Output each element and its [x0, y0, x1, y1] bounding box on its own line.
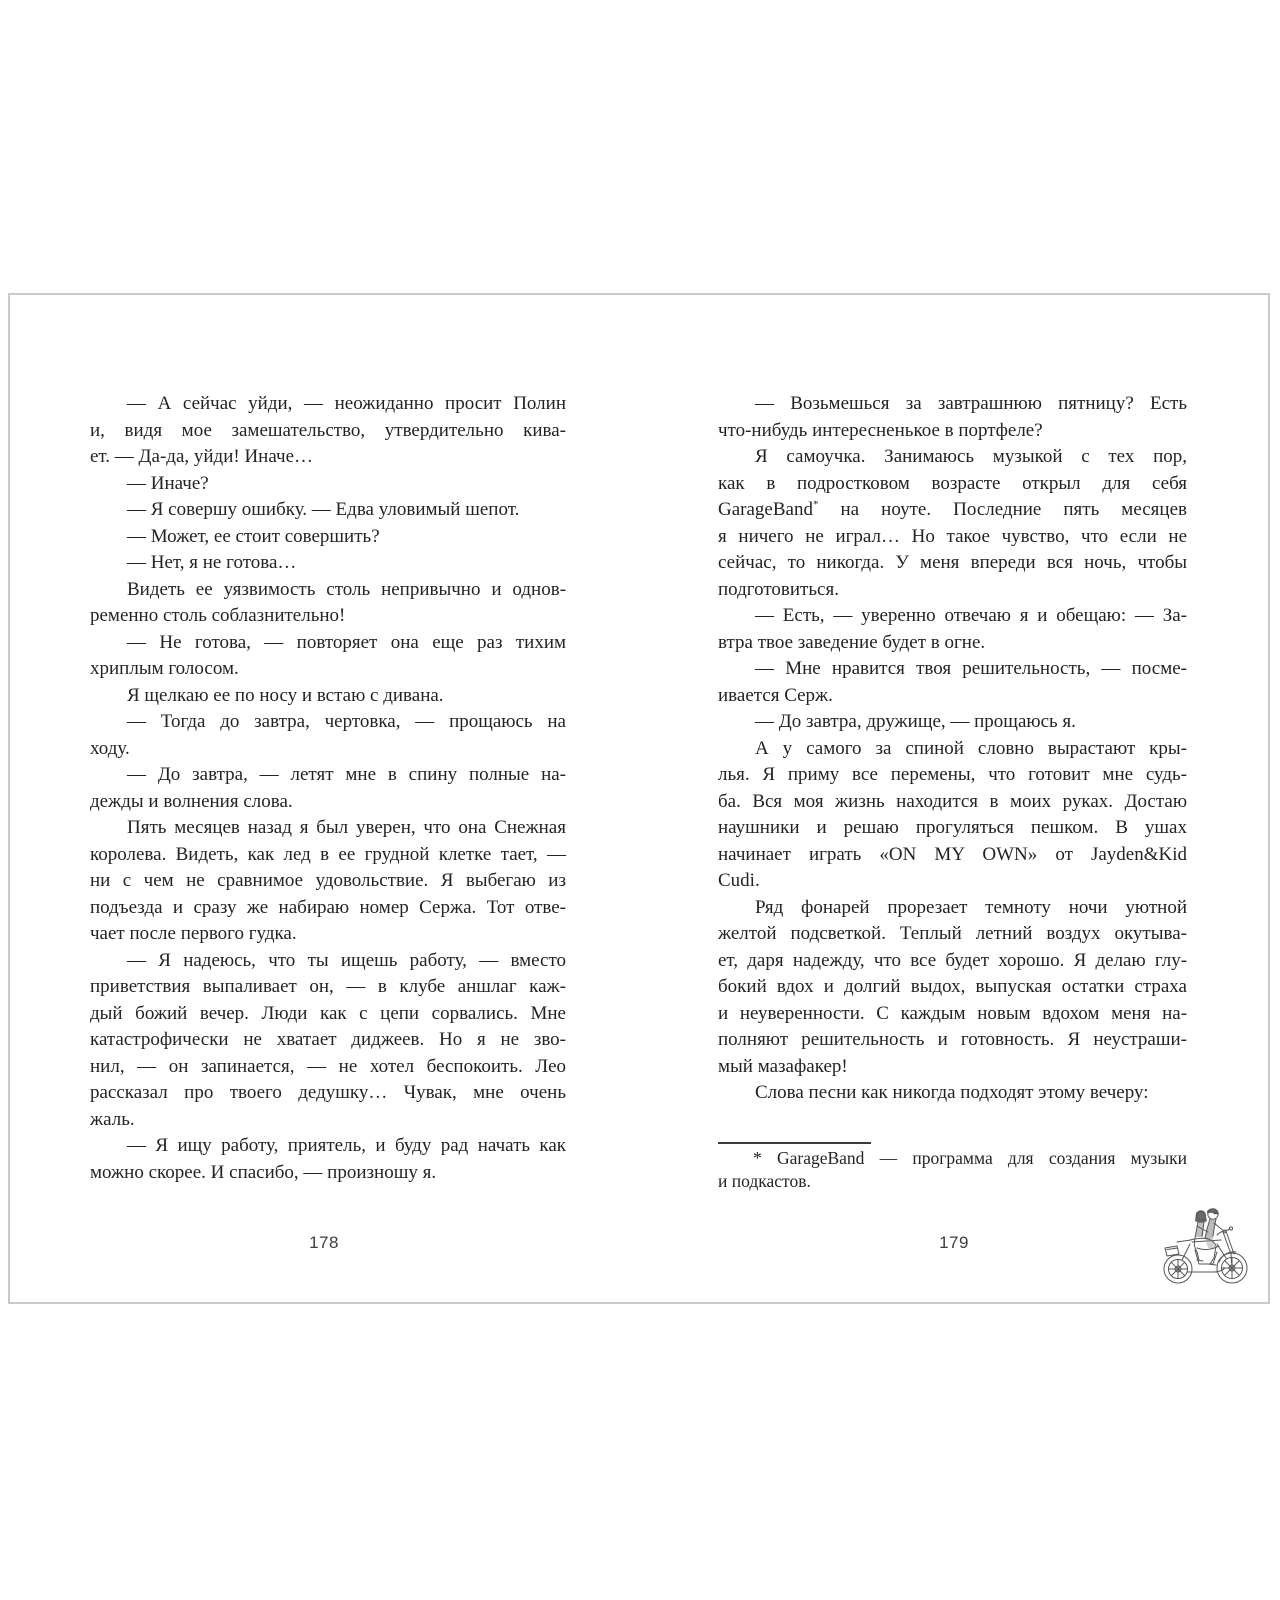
text-line: ба. Вся моя жизнь находится в моих руках. Достаю	[718, 790, 1188, 812]
text-line: дый божий вечер. Люди как с цепи сорвались. Мне	[90, 1002, 566, 1024]
text-line: — Тогда до завтра, чертовка, — прощаюсь на	[127, 711, 566, 732]
text-line: ни с чем не сравнимое удовольствие. Я выбегаю из	[90, 870, 566, 891]
text-line: Пять месяцев назад я был уверен, что она Снежная	[127, 817, 566, 838]
text-line: катастрофически не хватает диджеев. Но я не зво-	[90, 1029, 567, 1050]
text-line: А у самого за спиной словно вырастают кры-	[755, 737, 1187, 759]
text-line: — Нет, я не готова…	[127, 552, 297, 573]
text-line: чает после первого гудка.	[90, 923, 297, 944]
text-line: что-нибудь интересненькое в портфеле?	[718, 419, 1043, 441]
page-number-right: 179	[939, 1233, 969, 1252]
text-line: ет. — Да-да, уйди! Иначе…	[90, 446, 314, 467]
text-line: королева. Видеть, как лед в ее грудной клетке тает, —	[90, 843, 566, 865]
right-page-text	[718, 391, 1187, 1107]
text-line: — До завтра, дружище, — прощаюсь я.	[755, 711, 1076, 732]
text-line: начинает играть «ON MY OWN» от Jayden&Kid	[718, 843, 1188, 865]
text-line: — Есть, — уверенно отвечаю я и обещаю: — За-	[755, 605, 1187, 626]
text-line: Слова песни как никогда подходят этому вечеру:	[755, 1082, 1149, 1103]
text-line: — Не готова, — повторяет она еще раз тихим	[127, 631, 567, 653]
text-line: и подкастов.	[718, 1171, 811, 1191]
text-line: — Мне нравится твоя решительность, — посме-	[755, 658, 1187, 679]
text-line: и неуверенности. С каждым новым вдохом меня на-	[718, 1002, 1188, 1024]
text-line: можно скорее. И спасибо, — произношу я.	[90, 1161, 437, 1183]
text-line: дежды и волнения слова.	[90, 790, 293, 812]
text-line: подготовиться.	[718, 578, 839, 600]
text-line: и, видя мое замешательство, утвердительно кива-	[90, 419, 566, 441]
text-line: хриплым голосом.	[90, 658, 239, 679]
text-line: Видеть ее уязвимость столь непривычно и однов-	[127, 578, 567, 600]
text-line: полняют решительность и готовность. Я неустраши-	[718, 1029, 1187, 1050]
text-line: ет, даря надежду, что все будет хорошо. Я делаю глу-	[718, 949, 1188, 971]
text-line: бокий вдох и долгий выдох, выпуская остатки страха	[718, 976, 1187, 997]
text-line: втра твое заведение будет в огне.	[718, 631, 986, 653]
text-line: наушники и решаю прогуляться пешком. В ушах	[718, 817, 1187, 838]
text-line: — Я ищу работу, приятель, и буду рад начать как	[127, 1135, 567, 1156]
text-line: сейчас, то никогда. У меня впереди вся ночь, чтобы	[718, 552, 1188, 573]
book-spread	[8, 293, 1270, 1304]
text-line: подъезда и сразу же набираю номер Сержа. Тот отве-	[90, 896, 566, 918]
text-line: мый мазафакер!	[718, 1055, 848, 1077]
text-line: приветствия выпаливает он, — в клубе аншлаг каж-	[90, 976, 567, 997]
text-line: ходу.	[90, 737, 130, 759]
footnote-separator	[718, 1142, 871, 1144]
text-line: — Я совершу ошибку. — Едва уловимый шепот.	[127, 499, 520, 520]
text-line: — До завтра, — летят мне в спину полные на-	[127, 764, 567, 785]
text-line: ивается Серж.	[718, 684, 833, 706]
text-line: Я самоучка. Занимаюсь музыкой с тех пор,	[755, 446, 1187, 467]
text-line: Я щелкаю ее по носу и встаю с дивана.	[127, 684, 444, 706]
text-line: — Возьмешься за завтрашнюю пятницу? Есть	[755, 393, 1188, 414]
left-page-text	[90, 391, 566, 1186]
motorcycle-couple-illustration	[1157, 1201, 1253, 1289]
footnote-text	[718, 1147, 1187, 1193]
text-line: GarageBand* на ноуте. Последние пять месяцев	[718, 498, 1187, 520]
text-line: — Иначе?	[127, 472, 209, 494]
text-line: лья. Я приму все перемены, что готовит мне судь-	[718, 764, 1187, 785]
text-line: ременно столь соблазнительно!	[90, 605, 346, 626]
text-line: я ничего не играл… Но такое чувство, что если не	[718, 525, 1188, 547]
text-line: как в подростковом возрасте открыл для себя	[718, 472, 1188, 494]
text-line: — Я надеюсь, что ты ищешь работу, — вместо	[127, 949, 567, 971]
text-line: желтой подсветкой. Теплый летний воздух окутыва-	[718, 923, 1187, 944]
page-number-left: 178	[309, 1233, 339, 1252]
text-line: — Может, ее стоит совершить?	[127, 525, 380, 547]
text-line: нил, — он запинается, — не хотел беспокоить. Лео	[90, 1055, 567, 1077]
text-line: жаль.	[90, 1108, 135, 1130]
text-line: Cudi.	[718, 870, 760, 891]
text-line: Ряд фонарей прорезает темноту ночи уютной	[755, 896, 1187, 918]
text-line: * GarageBand — программа для создания музыки	[753, 1148, 1187, 1168]
text-line: — А сейчас уйди, — неожиданно просит Полин	[127, 393, 566, 414]
text-line: рассказал про твоего дедушку… Чувак, мне очень	[90, 1082, 567, 1103]
